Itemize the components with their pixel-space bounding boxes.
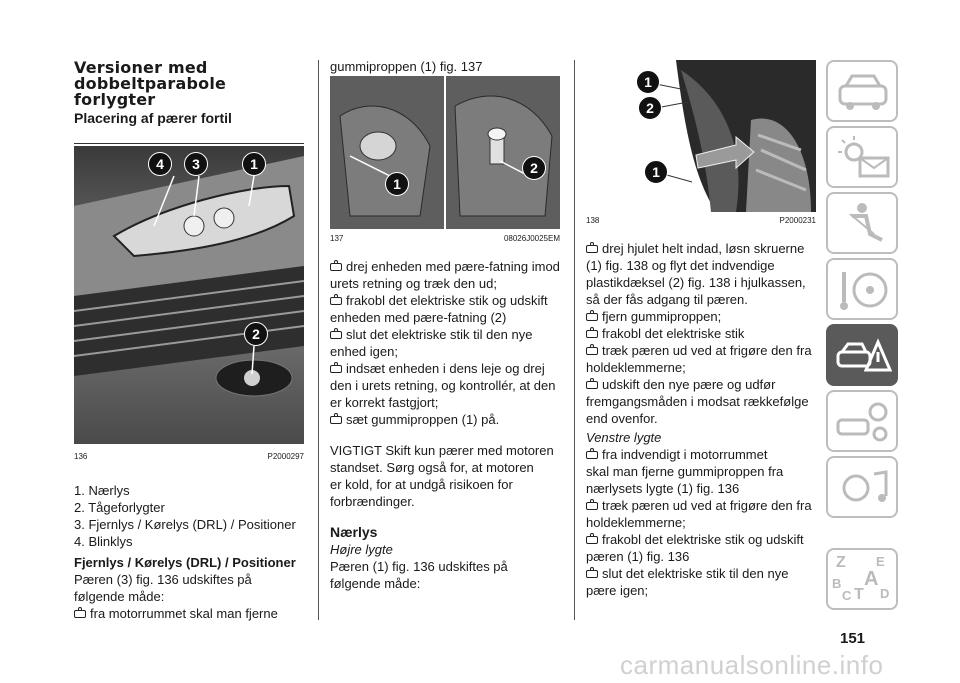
bullet-icon xyxy=(74,610,86,618)
wheel-arch-illustration xyxy=(586,60,816,212)
section-heading: Fjernlys / Kørelys (DRL) / Positioner xyxy=(74,555,296,570)
page-number: 151 xyxy=(840,630,866,647)
callout-1: 1 xyxy=(242,152,266,176)
sidebar-item-car-info[interactable] xyxy=(826,60,898,122)
figure-136-caption: 136 P2000297 xyxy=(74,452,304,461)
list-item: 2. Tågeforlygter xyxy=(74,500,165,515)
car-info-icon xyxy=(836,68,892,116)
sidebar-item-driving[interactable] xyxy=(826,258,898,320)
warning-lights-mail-icon xyxy=(836,134,892,182)
bullet-item: træk pæren ud ved at frigøre den fra holdeklemmerne; xyxy=(586,498,812,530)
car-maintenance-gears-icon xyxy=(836,398,892,446)
bulb-list: 1. Nærlys 2. Tågeforlygter 3. Fjernlys / Kørelys (DRL) / Positioner 4. Blinklys Fjernlys / Kørelys (DRL) / Positioner Pæren (3) fig. 136 udskiftes på følgende måde: fra motorrummet skal man fjerne xyxy=(74,482,306,622)
bullet-icon xyxy=(586,347,598,355)
callout-2: 2 xyxy=(638,96,662,120)
bullet-item: indsæt enheden i dens leje og drej den i urets retning, og kontrollér, at den er korrekt fastgjort; xyxy=(330,361,556,410)
subheading: Placering af pærer fortil xyxy=(74,110,232,126)
figure-137-caption: 137 08026J0025EM xyxy=(330,234,560,243)
bullet-item: slut det elektriske stik til den nye pære igen; xyxy=(586,566,789,598)
bullet-item: fjern gummiproppen; xyxy=(586,308,822,325)
bullet-icon xyxy=(586,502,598,510)
bullet-icon xyxy=(330,416,342,424)
bullet-item: udskift den nye pære og udfør fremgangsmåden i modsat rækkefølge end ovenfor. xyxy=(586,377,809,426)
bullet-item: frakobl det elektriske stik og udskift pæren (1) fig. 136 xyxy=(586,532,804,564)
callout-4: 4 xyxy=(148,152,172,176)
callout-3: 3 xyxy=(184,152,208,176)
bullet-icon xyxy=(586,313,598,321)
list-item: 1. Nærlys xyxy=(74,483,130,498)
bullet-item: sæt gummiproppen (1) på. xyxy=(330,411,566,428)
figure-138-image xyxy=(586,60,816,212)
bullet-item: fra indvendigt i motorrummet skal man fjerne gummiproppen fra nærlysets lygte (1) fig. 136 xyxy=(586,447,784,496)
left-column xyxy=(74,0,306,127)
car-emergency-icon xyxy=(836,332,892,380)
headlight-illustration xyxy=(74,146,304,444)
bullet-item: drej hjulet helt indad, løsn skruerne (1) fig. 138 og flyt det indvendige plastikdæksel (2) fig. 138 i hjulkassen, så der fås adgang til pæren. xyxy=(586,241,806,307)
section-heading: Nærlys xyxy=(330,524,378,540)
figure-138-caption: 138 P2000231 xyxy=(586,216,816,225)
middle-steps: drej enheden med pære-fatning imod urets retning og træk den ud; frakobl det elektriske stik og udskift enheden med pære-fatning (2) slut det elektriske stik til den nye enhed igen; indsæt enheden i dens leje og drej den i urets retning, og kontrollér, at den er korrekt fastgjort; sæt gummiproppen (1) på. VIGTIGT Skift kun pærer med motoren standset. Sørg også for, at motoren er kold, for at undgå risikoen for forbrændinger. Nærlys Højre lygte Pæren (1) fig. 136 udskiftes på følgende måde: xyxy=(330,258,566,592)
callout-1: 1 xyxy=(385,172,409,196)
bullet-item: fra motorrummet skal man fjerne xyxy=(74,605,306,622)
bullet-icon xyxy=(586,330,598,338)
bullet-item: frakobl det elektriske stik og udskift enheden med pære-fatning (2) xyxy=(330,293,548,325)
sidebar-item-emergency[interactable] xyxy=(826,324,898,386)
list-item: 3. Fjernlys / Kørelys (DRL) / Positioner xyxy=(74,517,296,532)
divider xyxy=(74,143,304,144)
right-steps xyxy=(586,240,822,599)
list-item: 4. Blinklys xyxy=(74,534,133,549)
italic-heading: Højre lygte xyxy=(330,542,393,557)
bullet-icon xyxy=(586,245,598,253)
bullet-icon xyxy=(586,536,598,544)
multimedia-music-icon xyxy=(836,464,892,512)
key-steering-wheel-icon xyxy=(836,266,892,314)
sidebar-item-maintenance[interactable] xyxy=(826,390,898,452)
sidebar-item-index[interactable] xyxy=(826,548,898,610)
bullet-icon xyxy=(586,570,598,578)
bullet-icon xyxy=(330,263,342,271)
warning-text: VIGTIGT Skift kun pærer med motoren standset. Sørg også for, at motoren er kold, for at undgå risikoen for forbrændinger. xyxy=(330,443,554,509)
bullet-item: træk pæren ud ved at frigøre den fra holdeklemmerne; xyxy=(586,343,812,375)
bulb-holder-illustration xyxy=(330,76,560,229)
sidebar-item-safety[interactable] xyxy=(826,192,898,254)
bullet-icon xyxy=(330,365,342,373)
callout-2: 2 xyxy=(244,322,268,346)
callout-2: 2 xyxy=(522,156,546,180)
column-divider xyxy=(318,60,319,620)
bullet-item: frakobl det elektriske stik xyxy=(586,325,822,342)
italic-heading: Venstre lygte xyxy=(586,430,662,445)
alphabetical-index-icon: Z E A B C T D xyxy=(832,554,890,603)
bullet-item: drej enheden med pære-fatning imod urets retning og træk den ud; xyxy=(330,259,560,291)
column-divider xyxy=(574,60,575,620)
figure-137-image xyxy=(330,76,560,229)
figure-136-image xyxy=(74,146,304,444)
seat-safety-icon xyxy=(836,200,892,248)
bullet-item: slut det elektriske stik til den nye enhed igen; xyxy=(330,327,533,359)
bullet-icon xyxy=(330,331,342,339)
bullet-icon xyxy=(586,381,598,389)
sidebar-item-warning-lights[interactable] xyxy=(826,126,898,188)
section-title: Versioner med dobbeltparabole forlygter xyxy=(74,58,227,109)
callout-1: 1 xyxy=(636,70,660,94)
sidebar-item-multimedia[interactable] xyxy=(826,456,898,518)
bullet-icon xyxy=(586,451,598,459)
watermark: carmanualsonline.info xyxy=(620,650,884,680)
middle-intro: gummiproppen (1) fig. 137 xyxy=(330,59,483,74)
bullet-icon xyxy=(330,297,342,305)
callout-1: 1 xyxy=(644,160,668,184)
